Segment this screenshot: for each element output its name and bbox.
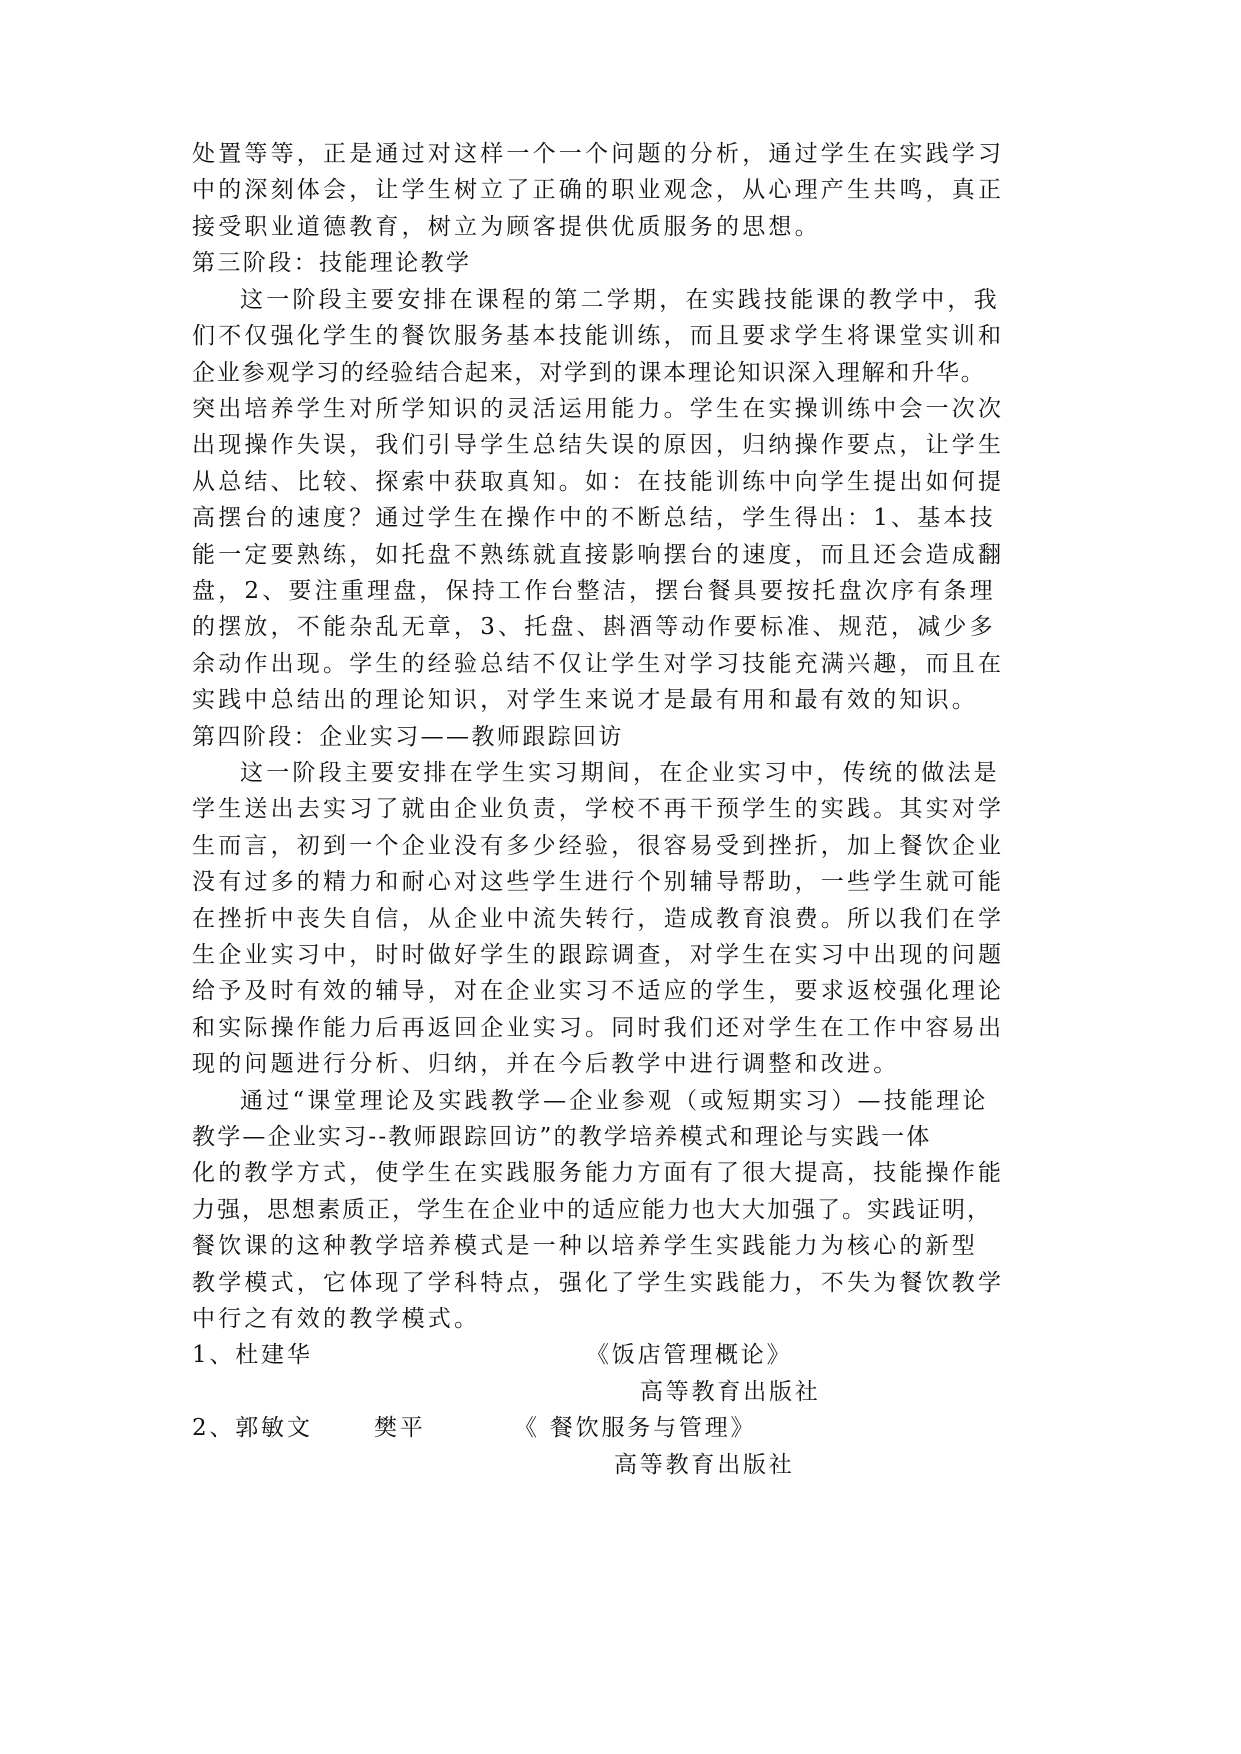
paragraph-line: 化的教学方式，使学生在实践服务能力方面有了很大提高，技能操作能 (192, 1160, 1005, 1186)
paragraph-line: 教学模式，它体现了学科特点，强化了学生实践能力，不失为餐饮教学 (192, 1270, 1005, 1296)
reference-title: 《 餐饮服务与管理》 (514, 1415, 757, 1441)
paragraph-line: 学生送出去实习了就由企业负责，学校不再干预学生的实践。其实对学 (192, 796, 1005, 822)
paragraph-line: 这一阶段主要安排在学生实习期间，在企业实习中，传统的做法是 (240, 760, 1000, 786)
reference-author: 2、郭敏文 (192, 1415, 313, 1441)
section-heading: 第三阶段：技能理论教学 (192, 250, 472, 276)
paragraph-line: 中的深刻体会，让学生树立了正确的职业观念，从心理产生共鸣，真正 (192, 177, 1005, 203)
paragraph-line: 高摆台的速度？通过学生在操作中的不断总结，学生得出：1、基本技 (192, 505, 996, 531)
reference-author: 1、杜建华 (192, 1342, 313, 1368)
reference-coauthor: 樊平 (374, 1415, 426, 1441)
paragraph-line: 这一阶段主要安排在课程的第二学期，在实践技能课的教学中，我 (240, 287, 1000, 313)
paragraph-line: 在挫折中丧失自信，从企业中流失转行，造成教育浪费。所以我们在学 (192, 906, 1005, 932)
reference-publisher: 高等教育出版社 (614, 1452, 795, 1478)
paragraph-line: 余动作出现。学生的经验总结不仅让学生对学习技能充满兴趣，而且在 (192, 651, 1005, 677)
section-heading: 第四阶段：企业实习——教师跟踪回访 (192, 724, 624, 750)
paragraph-line: 实践中总结出的理论知识，对学生来说才是最有用和最有效的知识。 (192, 687, 978, 713)
paragraph-line: 没有过多的精力和耐心对这些学生进行个别辅导帮助，一些学生就可能 (192, 869, 1005, 895)
paragraph-line: 企业参观学习的经验结合起来，对学到的课本理论知识深入理解和升华。 (192, 360, 986, 386)
paragraph-line: 盘，2、要注重理盘，保持工作台整洁，摆台餐具要按托盘次序有条理 (192, 578, 996, 604)
paragraph-line: 现的问题进行分析、归纳，并在今后教学中进行调整和改进。 (192, 1051, 900, 1077)
paragraph-line: 接受职业道德教育，树立为顾客提供优质服务的思想。 (192, 214, 821, 240)
paragraph-line: 的摆放，不能杂乱无章，3、托盘、斟酒等动作要标准、规范，减少多 (192, 614, 996, 640)
paragraph-line: 教学—企业实习--教师跟踪回访”的教学培养模式和理论与实践一体 (192, 1124, 932, 1150)
paragraph-line: 通过“课堂理论及实践教学—企业参观（或短期实习）—技能理论 (240, 1088, 989, 1114)
paragraph-line: 们不仅强化学生的餐饮服务基本技能训练，而且要求学生将课堂实训和 (192, 323, 1005, 349)
paragraph-line: 中行之有效的教学模式。 (192, 1306, 481, 1332)
reference-publisher: 高等教育出版社 (640, 1379, 821, 1405)
reference-title: 《饭店管理概论》 (586, 1342, 793, 1368)
paragraph-line: 力强，思想素质正，学生在企业中的适应能力也大大加强了。实践证明， (192, 1197, 992, 1223)
paragraph-line: 和实际操作能力后再返回企业实习。同时我们还对学生在工作中容易出 (192, 1015, 1005, 1041)
paragraph-line: 给予及时有效的辅导，对在企业实习不适应的学生，要求返校强化理论 (192, 978, 1005, 1004)
paragraph-line: 从总结、比较、探索中获取真知。如：在技能训练中向学生提出如何提 (192, 469, 1005, 495)
paragraph-line: 生企业实习中，时时做好学生的跟踪调查，对学生在实习中出现的问题 (192, 942, 1005, 968)
paragraph-line: 处置等等，正是通过对这样一个一个问题的分析，通过学生在实践学习 (192, 141, 1005, 167)
paragraph-line: 餐饮课的这种教学培养模式是一种以培养学生实践能力为核心的新型 (192, 1233, 978, 1259)
paragraph-line: 生而言，初到一个企业没有多少经验，很容易受到挫折，加上餐饮企业 (192, 833, 1005, 859)
paragraph-line: 能一定要熟练，如托盘不熟练就直接影响摆台的速度，而且还会造成翻 (192, 542, 1005, 568)
paragraph-line: 出现操作失误，我们引导学生总结失误的原因，归纳操作要点，让学生 (192, 432, 1005, 458)
paragraph-line: 突出培养学生对所学知识的灵活运用能力。学生在实操训练中会一次次 (192, 396, 1005, 422)
